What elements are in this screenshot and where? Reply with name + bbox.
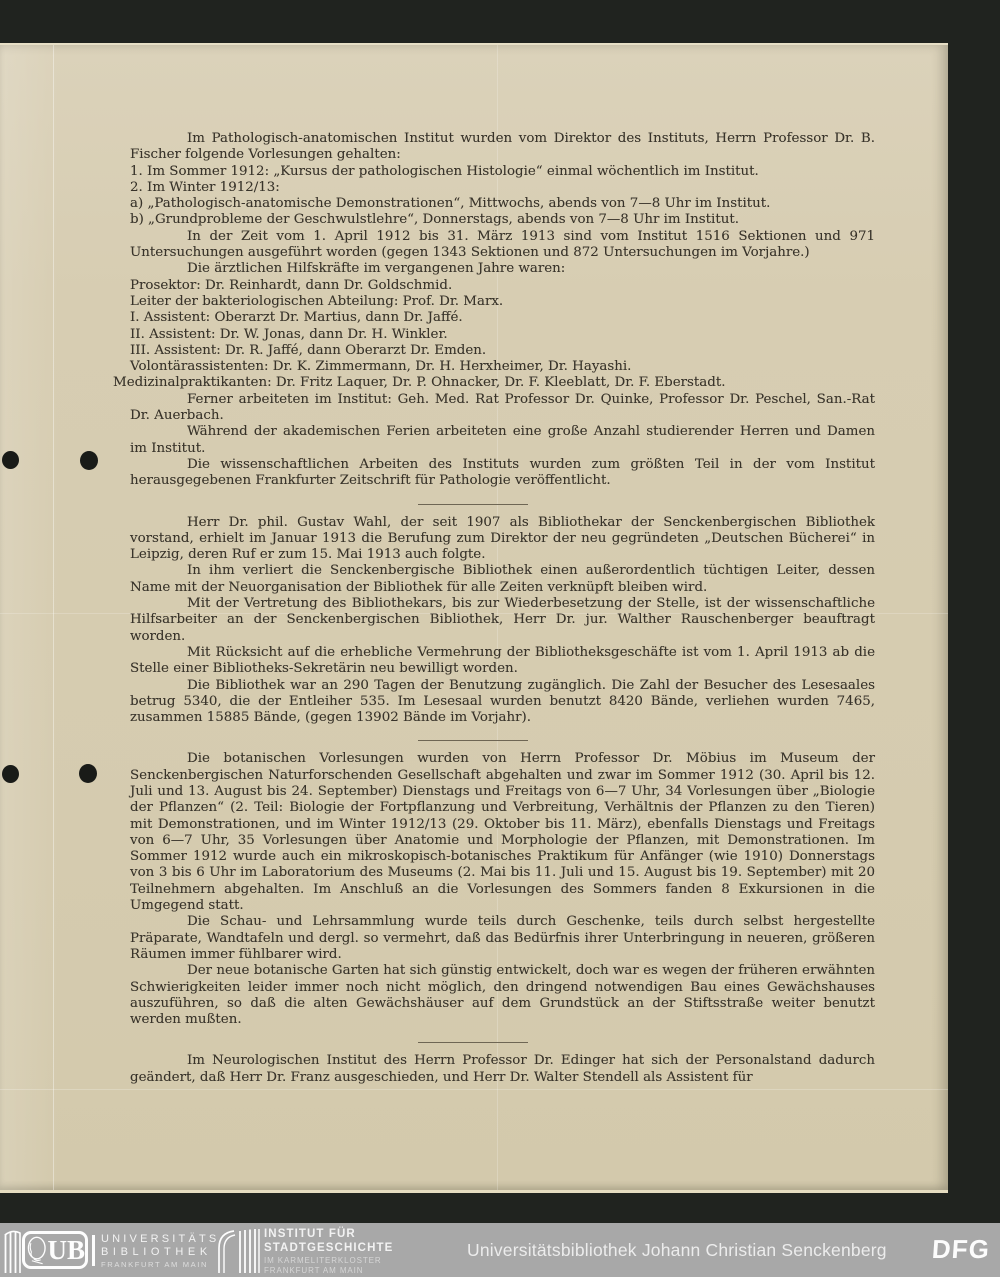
paragraph-neurology: Im Neurologischen Institut des Herrn Professor Dr. Edinger hat sich der Personalstand dadurch geändert, daß Herr Dr. Franz ausgeschieden, und Herr Dr. Walter Stendell als Assistent für [130, 1053, 875, 1085]
gothic-arch-icon [216, 1228, 260, 1273]
line-volontaere: Volontärassistenten: Dr. K. Zimmermann, Dr. H. Herxheimer, Dr. Hayashi. [130, 359, 632, 375]
paragraph-pathology-intro: Im Pathologisch-anatomischen Institut wurden vom Direktor des Instituts, Herrn Professor Dr. B. Fischer folgende Vorlesungen gehalten: [130, 131, 875, 163]
footer-bar [0, 1223, 1000, 1277]
line-assistant: II. Assistent: Dr. W. Jonas, dann Dr. H. Winkler. [130, 326, 448, 342]
punch-hole [80, 451, 98, 470]
list-item: b) „Grundprobleme der Geschwulstlehre“, Donnerstags, abends von 7—8 Uhr im Institut. [130, 212, 739, 228]
paragraph-section-stats: In der Zeit vom 1. April 1912 bis 31. März 1913 sind vom Institut 1516 Sektionen und 971 Untersuchungen ausgeführt worden (gegen 1343 Sektionen und 872 Untersuchungen im Vorjahre.) [130, 228, 875, 261]
document-text [113, 131, 875, 1086]
line-prosektor: Prosektor: Dr. Reinhardt, dann Dr. Goldschmid. [130, 277, 453, 293]
scanned-page [0, 43, 948, 1193]
paragraph-library: In ihm verliert die Senckenbergische Bibliothek einen außerordentlich tüchtigen Leiter, dessen Name mit der Neuorganisation der Bibliothek für alle Zeiten verknüpft bleiben wird. [130, 563, 875, 595]
ub-logo-letters: UB [47, 1234, 85, 1265]
ub-logo [22, 1231, 88, 1269]
stadtgeschichte-line: STADTGESCHICHTE [264, 1241, 394, 1254]
vertical-fold-line [53, 45, 54, 1190]
logo-separator [92, 1235, 95, 1266]
stadtgeschichte-line: INSTITUT FÜR [264, 1228, 356, 1240]
ub-wordmark-line: BIBLIOTHEK [101, 1246, 212, 1258]
section-divider [418, 740, 528, 741]
list-item: a) „Pathologisch-anatomische Demonstrationen“, Mittwochs, abends von 7—8 Uhr im Institut. [130, 196, 771, 212]
paragraph-library: Mit Rücksicht auf die erhebliche Vermehrung der Bibliotheksgeschäfte ist vom 1. April 1913 ab die Stelle einer Bibliotheks-Sekretärin neu bewilligt worden. [130, 644, 875, 677]
ub-wordmark [101, 1233, 219, 1269]
line-assistant: III. Assistent: Dr. R. Jaffé, dann Oberarzt Dr. Emden. [130, 342, 487, 358]
paragraph-botany: Die botanischen Vorlesungen wurden von Herrn Professor Dr. Möbius im Museum der Senckenbergischen Naturforschenden Gesellschaft abgehalten und zwar im Sommer 1912 (30. April bis 12. Juli und 13. August bis 24. September) Dienstags und Freitags von 6—7 Uhr, 34 Vorlesungen über „Biologie der Pflanzen“ (2. Teil: Biologie der Fortpflanzung und Verbreitung, Verhältnis der Pflanzen zu den Tieren) mit Demonstrationen, und im Winter 1912/13 (29. Oktober bis 11. März), ebenfalls Dienstags und Freitags von 6—7 Uhr, 35 Vorlesungen über Anatomie und Morphologie der Pflanzen, mit Demonstrationen. Im Sommer 1912 wurde auch ein mikroskopisch-botanisches Praktikum für Anfänger (wie 1910) Donnerstags von 3 bis 6 Uhr im Laboratorium des Museums (2. Mai bis 11. Juli und 15. August bis 19. September) mit 20 Teilnehmern abgehalten. Im Anschluß an die Vorlesungen des Sommers fanden 8 Exkursionen in die Umgegend statt. [130, 751, 875, 914]
ub-wordmark-line: FRANKFURT AM MAIN [101, 1260, 209, 1269]
stadtgeschichte-line: IM KARMELITERKLOSTER [264, 1255, 382, 1265]
line-assistant: I. Assistent: Oberarzt Dr. Martius, dann Dr. Jaffé. [130, 310, 463, 326]
horizontal-fold-line [0, 1089, 948, 1090]
paragraph-helpers-intro: Die ärztlichen Hilfskräfte im vergangenen Jahre waren: [187, 261, 566, 277]
paragraph-ferner: Ferner arbeiteten im Institut: Geh. Med. Rat Professor Dr. Quinke, Professor Dr. Peschel, San.-Rat Dr. Auerbach. [130, 391, 875, 424]
paragraph-publikationen: Die wissenschaftlichen Arbeiten des Instituts wurden zum größten Teil in der vom Institut herausgegebenen Frankfurter Zeitschrift für Pathologie veröffentlicht. [130, 456, 875, 489]
library-name-text: Universitätsbibliothek Johann Christian Senckenberg [467, 1240, 887, 1260]
section-divider [418, 504, 528, 505]
paragraph-ferien: Während der akademischen Ferien arbeiteten eine große Anzahl studierender Herren und Damen im Institut. [130, 424, 875, 456]
punch-hole [79, 764, 97, 783]
paragraph-botany: Der neue botanische Garten hat sich günstig entwickelt, doch war es wegen der früheren erwähnten Schwierigkeiten leider immer noch nicht möglich, den dringend notwendigen Bau eines Gewächshauses auszuführen, so daß die alten Gewächshäuser auf dem Grundstück an der Stiftsstraße weiter benutzt werden mußten. [130, 963, 875, 1028]
punch-hole [2, 765, 19, 783]
paragraph-library: Mit der Vertretung des Bibliothekars, bis zur Wiederbesetzung der Stelle, ist der wissenschaftliche Hilfsarbeiter an der Senckenbergischen Bibliothek, Herr Dr. jur. Walther Rauschenberger beauftragt worden. [130, 596, 875, 644]
section-divider [418, 1042, 528, 1043]
ub-wordmark-line: UNIVERSITÄTS [101, 1233, 220, 1245]
list-item: 1. Im Sommer 1912: „Kursus der pathologischen Histologie“ einmal wöchentlich im Institut. [130, 163, 759, 179]
dfg-logo: DFG [931, 1234, 992, 1264]
line-leiter: Leiter der bakteriologischen Abteilung: Prof. Dr. Marx. [130, 293, 504, 309]
list-item: 2. Im Winter 1912/13: [130, 179, 280, 195]
punch-hole [2, 451, 19, 469]
line-praktikanten: Medizinalpraktikanten: Dr. Fritz Laquer, Dr. P. Ohnacker, Dr. F. Kleeblatt, Dr. F. Eberstadt. [113, 375, 726, 391]
stadtgeschichte-line: FRANKFURT AM MAIN [264, 1266, 364, 1275]
paragraph-library: Die Bibliothek war an 290 Tagen der Benutzung zugänglich. Die Zahl der Besucher des Lesesaales betrug 5340, die der Entleiher 535. Im Lesesaal wurden benutzt 8420 Bände, verliehen wurden 7465, zusammen 15885 Bände, (gegen 13902 Bände im Vorjahr). [130, 677, 875, 726]
book-spine-icon [3, 1228, 21, 1273]
goethe-head-icon [26, 1235, 48, 1265]
paragraph-botany: Die Schau- und Lehrsammlung wurde teils durch Geschenke, teils durch selbst hergestellte Präparate, Wandtafeln und dergl. so vermehrt, daß das Bedürfnis ihrer Unterbringung in neueren, größeren Räumen immer fühlbarer wird. [130, 914, 875, 962]
stadtgeschichte-wordmark [264, 1229, 393, 1275]
paragraph-library: Herr Dr. phil. Gustav Wahl, der seit 1907 als Bibliothekar der Senckenbergischen Bibliothek vorstand, erhielt im Januar 1913 die Berufung zum Direktor der neu gegründeten „Deutschen Bücherei“ in Leipzig, deren Ruf er zum 15. Mai 1913 auch folgte. [130, 514, 875, 563]
